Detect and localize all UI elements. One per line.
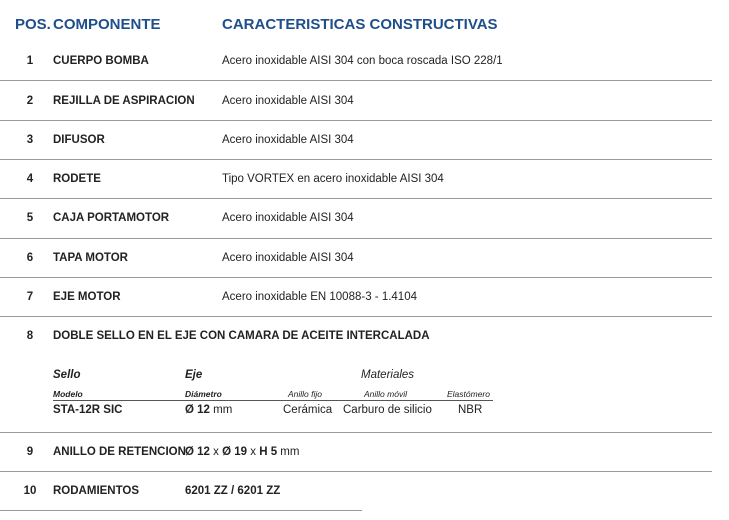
row-component: CUERPO BOMBA [53, 55, 149, 67]
row-component: TAPA MOTOR [53, 252, 128, 264]
table-row-bearings [0, 485, 729, 505]
ring-dimensions [185, 446, 299, 458]
seal-diametro-number: Ø 12 [185, 404, 210, 416]
seal-title: DOBLE SELLO EN EL EJE CON CAMARA DE ACEITE INTERCALADA [53, 330, 430, 342]
row-component: RODETE [53, 173, 101, 185]
table-row [0, 134, 729, 154]
table-row [0, 291, 729, 311]
row-description: Tipo VORTEX en acero inoxidable AISI 304 [222, 173, 444, 185]
row-description: Acero inoxidable EN 10088-3 - 1.4104 [222, 291, 417, 303]
row-number: 7 [26, 291, 34, 303]
row-divider [0, 277, 712, 278]
row-number: 9 [26, 446, 34, 458]
row-number: 8 [26, 330, 34, 342]
row-component: ANILLO DE RETENCION [53, 446, 186, 458]
table-row-seal [0, 330, 729, 350]
seal-subheader-underline [53, 400, 493, 401]
seal-sub-elastomero: Elastómero [447, 389, 490, 399]
table-row [0, 212, 729, 232]
row-description: Acero inoxidable AISI 304 [222, 252, 354, 264]
row-number: 4 [26, 173, 34, 185]
ring-d2: Ø 19 [222, 446, 248, 458]
row-component: CAJA PORTAMOTOR [53, 212, 170, 224]
row-component: REJILLA DE ASPIRACION [53, 95, 195, 107]
row-number: 5 [26, 212, 34, 224]
row-divider [0, 238, 712, 239]
seal-value-elastomero: NBR [458, 404, 483, 416]
table-row [0, 95, 729, 115]
seal-value-diametro [185, 404, 232, 416]
row-number: 1 [26, 55, 34, 67]
row-divider [0, 198, 712, 199]
seal-sub-anillo-movil: Anillo móvil [364, 389, 407, 399]
ring-d1: Ø 12 [185, 446, 210, 458]
row-divider [0, 432, 712, 433]
table-row [0, 173, 729, 193]
ring-h: H 5 [259, 446, 278, 458]
seal-header-sello: Sello [53, 369, 81, 381]
table-row-ring [0, 446, 729, 466]
ring-unit: mm [280, 446, 300, 458]
header-componente: COMPONENTE [53, 16, 161, 33]
header-caracteristicas: CARACTERISTICAS CONSTRUCTIVAS [222, 16, 498, 33]
ring-x2: x [250, 446, 256, 458]
row-description: Acero inoxidable AISI 304 [222, 95, 354, 107]
seal-header-eje: Eje [185, 369, 203, 381]
row-description: Acero inoxidable AISI 304 con boca roscada ISO 228/1 [222, 55, 503, 67]
row-number: 10 [23, 485, 37, 497]
row-number: 6 [26, 252, 34, 264]
row-divider [0, 471, 712, 472]
row-divider [0, 316, 712, 317]
header-pos: POS. [15, 16, 51, 33]
row-divider [0, 510, 362, 511]
row-number: 3 [26, 134, 34, 146]
seal-value-anillo-movil: Carburo de silicio [343, 404, 432, 416]
table-row [0, 55, 729, 75]
seal-value-modelo: STA-12R SIC [53, 404, 123, 416]
seal-sub-anillo-fijo: Anillo fijo [288, 389, 323, 399]
seal-sub-diametro: Diámetro [185, 389, 222, 399]
row-description: Acero inoxidable AISI 304 [222, 134, 354, 146]
row-divider [0, 120, 712, 121]
row-component: RODAMIENTOS [53, 485, 140, 497]
row-component: DIFUSOR [53, 134, 105, 146]
row-divider [0, 80, 712, 81]
seal-diametro-unit: mm [213, 404, 233, 416]
bearings-description: 6201 ZZ / 6201 ZZ [185, 485, 281, 497]
row-component: EJE MOTOR [53, 291, 121, 303]
row-number: 2 [26, 95, 34, 107]
row-divider [0, 159, 712, 160]
ring-x1: x [213, 446, 219, 458]
seal-sub-modelo: Modelo [53, 389, 83, 399]
seal-header-materiales: Materiales [361, 369, 415, 381]
seal-value-anillo-fijo: Cerámica [283, 404, 333, 416]
table-row [0, 252, 729, 272]
row-description: Acero inoxidable AISI 304 [222, 212, 354, 224]
